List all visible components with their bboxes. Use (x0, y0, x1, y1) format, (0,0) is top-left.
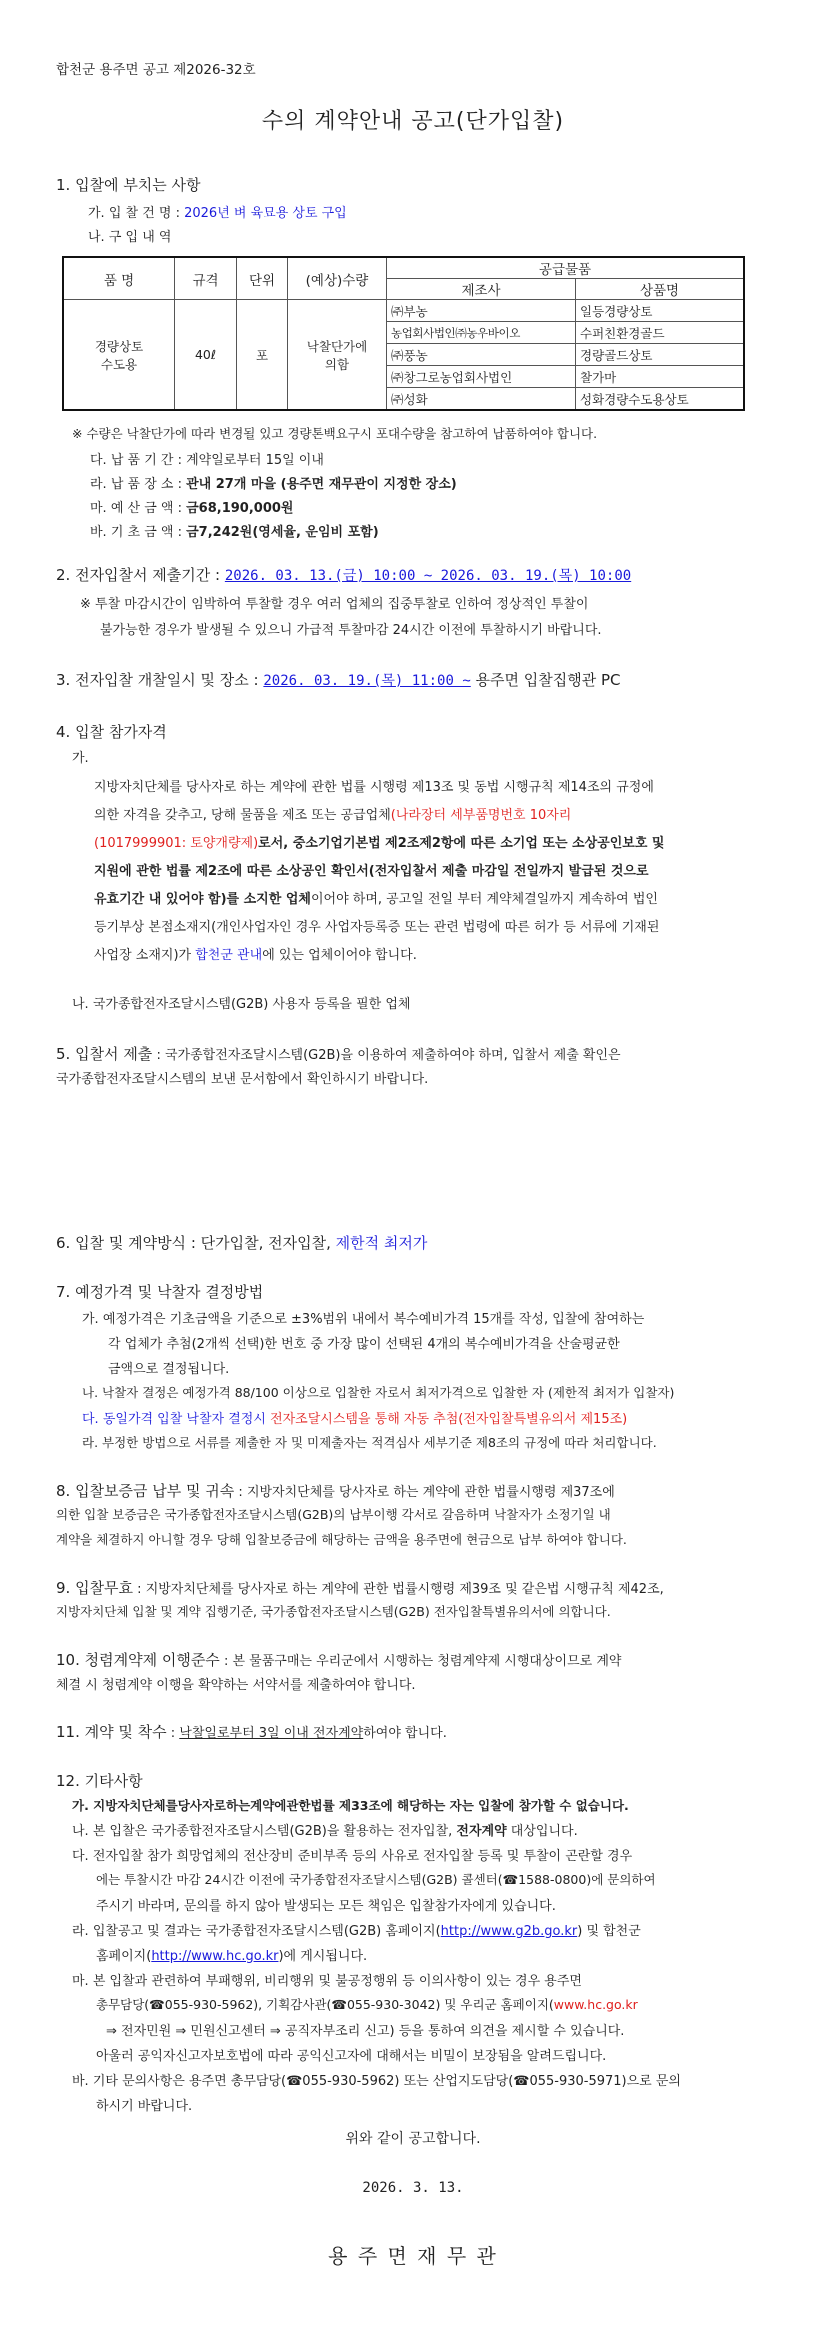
misc-ma-4: 아울러 공익자신고자보호법에 따라 공익신고자에 대해서는 비밀이 보장됨을 알려드립니다. (96, 2049, 607, 2064)
notice-date: 2026. 3. 13. (362, 2180, 464, 2196)
submission-note-1: ※ 투찰 마감시간이 임박하여 투찰할 경우 여러 업체의 집중투찰로 인하여 정상적인 투찰이 (80, 597, 589, 612)
section-5-line-1 (56, 1043, 621, 1064)
cell-name-line1: 경량상토 (94, 338, 144, 354)
cell-maker: 농업회사법인㈜농우바이오 (387, 322, 576, 344)
budget-value: 금68,190,000원 (186, 501, 294, 516)
cell-maker: ㈜창그로농업회사법인 (387, 366, 576, 388)
delivery-place-value: 관내 27개 마을 (용주면 재무관이 지정한 장소) (186, 477, 457, 492)
opening-place: 용주면 입찰집행관 PC (470, 671, 621, 689)
price-ga-3: 금액으로 결정됩니다. (108, 1362, 230, 1377)
misc-ma-2 (96, 1995, 638, 2013)
price-da-a: 다. 동일가격 입찰 낙찰자 결정시 (82, 1412, 271, 1427)
section-2-heading (56, 564, 631, 585)
cell-product: 일등경량상토 (576, 300, 745, 322)
misc-ba-1: 바. 기타 문의사항은 용주면 총무담당(☎055-930-5962) 또는 산업지도담당(☎055-930-5971)으로 문의 (72, 2074, 681, 2089)
section-10-heading: 10. 청렴계약제 이행준수 (56, 1651, 220, 1669)
cell-spec: 40ℓ (175, 300, 237, 411)
section-9-line-1 (56, 1577, 664, 1598)
price-na: 나. 낙찰자 결정은 예정가격 88/100 이상으로 입찰한 자로서 최저가격으로 입찰한 자 (제한적 최저가 입찰자) (82, 1385, 675, 1400)
item-name-label: 가. 입 찰 건 명 : (88, 206, 185, 221)
misc-ma-2a: 총무담당(☎055-930-5962), 기획감사관(☎055-930-3042) 및 우리군 홈페이지( (96, 1997, 554, 2012)
misc-na-b: 전자계약 (456, 1824, 507, 1839)
cell-maker: ㈜풍농 (387, 344, 576, 366)
misc-da-2: 에는 투찰시간 마감 24시간 이전에 국가종합전자조달시스템(G2B) 콜센터(☎1588-0800)에 문의하여 (96, 1872, 656, 1887)
misc-ra-1a: 라. 입찰공고 및 결과는 국가종합전자조달시스템(G2B) 홈페이지( (72, 1924, 441, 1939)
qualification-line-4: 지원에 관한 법률 제2조에 따른 소상공인 확인서(전자입찰서 제출 마감일 전일까지 발급된 것으로 (94, 864, 649, 879)
misc-ra-1b: ) 및 합천군 (577, 1924, 641, 1939)
section-3-sep: : (248, 671, 264, 689)
qualification-line-5 (94, 888, 658, 907)
section-2-label: 2. 전자입찰서 제출기간 (56, 566, 211, 584)
misc-ra-2b: )에 게시됩니다. (278, 1949, 368, 1964)
section-12-heading: 12. 기타사항 (56, 1772, 143, 1790)
quantity-note: ※ 수량은 낙찰단가에 따라 변경될 있고 경량톤백요구시 포대수량을 참고하여 납품하여야 합니다. (72, 426, 598, 441)
cell-qty (288, 300, 387, 411)
misc-ba-2: 하시기 바랍니다. (96, 2099, 193, 2114)
opening-datetime: 2026. 03. 19.(목) 11:00 ~ (263, 673, 471, 689)
section-4-heading: 4. 입찰 참가자격 (56, 723, 167, 741)
g2b-link[interactable]: http://www.g2b.go.kr (440, 1924, 578, 1939)
section-9-heading: 9. 입찰무효 (56, 1579, 134, 1597)
col-header-supply: 공급물품 (387, 257, 745, 279)
issuer: 용 주 면 재 무 관 (328, 2244, 498, 2268)
qualification-line-5b: 이어야 하며, 공고일 전일 부터 계약체결일까지 계속하여 법인 (310, 892, 658, 907)
section-8-text-2: 의한 입찰 보증금은 국가종합전자조달시스템(G2B)의 납부이행 각서로 갈음하며 낙찰자가 소정기일 내 (56, 1507, 611, 1522)
qualification-line-3b: 로서, 중소기업기본법 제2조제2항에 따른 소기업 또는 소상공인보호 및 (258, 836, 665, 851)
notice-number: 합천군 용주면 공고 제2026-32호 (56, 62, 256, 78)
delivery-place-label: 라. 납 품 장 소 : (90, 477, 187, 492)
misc-da-1: 다. 전자입찰 참가 희망업체의 전산장비 준비부족 등의 사유로 전자입찰 등록 및 투찰이 곤란할 경우 (72, 1849, 633, 1864)
hc-link[interactable]: http://www.hc.go.kr (151, 1949, 279, 1964)
section-9-text-1: : 지방자치단체를 당사자로 하는 계약에 관한 법률시행령 제39조 및 같은법 시행규칙 제42조, (133, 1582, 664, 1597)
misc-ra-2a: 홈페이지( (96, 1949, 152, 1964)
contract-deadline: 낙찰일로부터 3일 이내 전자계약 (179, 1726, 364, 1741)
item-name-line (88, 202, 347, 221)
qualification-na: 나. 국가종합전자조달시스템(G2B) 사용자 등록을 필한 업체 (72, 997, 411, 1012)
misc-ra-2 (96, 1945, 367, 1964)
qualification-line-7a: 사업장 소재지)가 (94, 948, 196, 963)
section-2-sep: : (210, 566, 225, 584)
base-amount-value: 금7,242원(영세율, 운임비 포함) (186, 525, 379, 540)
page-title: 수의 계약안내 공고(단가입찰) (261, 109, 565, 134)
qualification-line-1: 지방자치단체를 당사자로 하는 계약에 관한 법률 시행령 제13조 및 동법 시행규칙 제14조의 규정에 (94, 780, 654, 795)
purchase-details-label: 나. 구 입 내 역 (88, 230, 172, 245)
section-5-text-1: : 국가종합전자조달시스템(G2B)을 이용하여 제출하여야 하며, 입찰서 제출 확인은 (152, 1048, 621, 1063)
section-5-heading: 5. 입찰서 제출 (56, 1045, 153, 1063)
section-3-label: 3. 전자입찰 개찰일시 및 장소 (56, 671, 249, 689)
section-11-line (56, 1721, 447, 1742)
price-da (82, 1408, 627, 1427)
col-header-qty: (예상)수량 (288, 257, 387, 300)
col-header-maker: 제조사 (387, 279, 576, 300)
price-ra: 라. 부정한 방법으로 서류를 제출한 자 및 미제출자는 적격심사 세부기준 제8조의 규정에 따라 처리합니다. (82, 1435, 657, 1450)
qualification-line-7 (94, 944, 417, 963)
jurisdiction: 합천군 관내 (195, 948, 263, 963)
section-6-heading (56, 1232, 427, 1253)
qualification-line-3 (94, 832, 665, 851)
base-amount-label: 바. 기 초 금 액 : (90, 525, 187, 540)
cell-product: 수퍼친환경골드 (576, 322, 745, 344)
cell-product: 찰가마 (576, 366, 745, 388)
closing-statement: 위와 같이 공고합니다. (345, 2131, 481, 2147)
qualification-ga: 가. (72, 751, 89, 766)
item-name-value: 2026년 벼 육묘용 상토 구입 (184, 206, 347, 221)
goods-table (62, 256, 745, 411)
col-header-name: 품 명 (63, 257, 175, 300)
hc-site-link[interactable]: www.hc.go.kr (553, 1997, 638, 2012)
section-8-heading: 8. 입찰보증금 납부 및 귀속 (56, 1482, 235, 1500)
section-8-text-1: : 지방자치단체를 당사자로 하는 계약에 관한 법률시행령 제37조에 (234, 1485, 615, 1500)
cell-qty-line2: 의함 (324, 356, 350, 372)
submission-period: 2026. 03. 13.(금) 10:00 ~ 2026. 03. 19.(목) 10:00 (224, 568, 632, 584)
cell-maker: ㈜부농 (387, 300, 576, 322)
misc-na-c: 대상입니다. (506, 1824, 578, 1839)
misc-ra-1 (72, 1920, 641, 1939)
cell-product: 성화경량수도용상토 (576, 388, 745, 411)
cell-product: 경량골드상토 (576, 344, 745, 366)
misc-ma-1: 마. 본 입찰과 관련하여 부패행위, 비리행위 및 불공정행위 등 이의사항이 있는 경우 용주면 (72, 1974, 582, 1989)
price-ga-1: 가. 예정가격은 기초금액을 기준으로 ±3%범위 내에서 복수예비가격 15개를 작성, 입찰에 참여하는 (82, 1312, 645, 1327)
cell-unit: 포 (237, 300, 288, 411)
qualification-line-2 (94, 804, 571, 823)
qualification-line-5a: 유효기간 내 있어야 함)를 소지한 업체 (94, 892, 311, 907)
budget-label: 마. 예 산 금 액 : (90, 501, 187, 516)
section-5-text-2: 국가종합전자조달시스템의 보낸 문서함에서 확인하시기 바랍니다. (56, 1072, 429, 1087)
col-header-unit: 단위 (237, 257, 288, 300)
section-3-heading (56, 669, 621, 690)
misc-ga: 가. 지방자치단체를당사자로하는계약에관한법률 제33조에 해당하는 자는 입찰에 참가할 수 없습니다. (72, 1798, 629, 1813)
qualification-line-6: 등기부상 본점소재지(개인사업자인 경우 사업자등록증 또는 관련 법령에 따른 허가 등 서류에 기재된 (94, 920, 660, 935)
qualification-line-2b: (나라장터 세부품명번호 10자리 (390, 808, 572, 823)
contract-method-highlight: 제한적 최저가 (335, 1234, 428, 1252)
section-10-line-1 (56, 1649, 621, 1670)
submission-note-2: 불가능한 경우가 발생될 수 있으니 가급적 투찰마감 24시간 이전에 투찰하시기 바랍니다. (100, 623, 602, 638)
section-10-text-1: : 본 물품구매는 우리군에서 시행하는 청렴계약제 시행대상이므로 계약 (219, 1654, 622, 1669)
section-10-text-2: 체결 시 청렴계약 이행을 확약하는 서약서를 제출하여야 합니다. (56, 1678, 416, 1693)
cell-maker: ㈜성화 (387, 388, 576, 411)
section-11-heading: 11. 계약 및 착수 (56, 1723, 167, 1741)
delivery-place-line (90, 473, 457, 492)
section-8-text-3: 계약을 체결하지 아니할 경우 당해 입찰보증금에 해당하는 금액을 용주면에 현금으로 납부 하여야 합니다. (56, 1532, 627, 1547)
item-code: (1017999901: 토양개량제) (94, 836, 259, 851)
cell-name (63, 300, 175, 411)
price-da-b: 전자조달시스템을 통해 자동 추첨(전자입찰특별유의서 제15조) (270, 1412, 628, 1427)
cell-name-line2: 수도용 (100, 356, 138, 372)
misc-na-a: 나. 본 입찰은 국가종합전자조달시스템(G2B)을 활용하는 전자입찰, (72, 1824, 457, 1839)
cell-qty-line1: 낙찰단가에 (306, 338, 368, 354)
col-header-product: 상품명 (576, 279, 745, 300)
section-9-text-2: 지방자치단체 입찰 및 계약 집행기준, 국가종합전자조달시스템(G2B) 전자입찰특별유의서에 의합니다. (56, 1604, 611, 1619)
price-ga-2: 각 업체가 추첨(2개씩 선택)한 번호 중 가장 많이 선택된 4개의 복수예비가격을 산술평균한 (108, 1337, 620, 1352)
section-11-sep: : (166, 1726, 180, 1741)
section-8-line-1 (56, 1480, 615, 1501)
misc-ma-3: ⇒ 전자민원 ⇒ 민원신고센터 ⇒ 공직자부조리 신고) 등을 통하여 의견을 제시할 수 있습니다. (106, 2024, 625, 2039)
base-amount-line (90, 521, 379, 540)
contract-method: 6. 입찰 및 계약방식 : 단가입찰, 전자입찰, (56, 1234, 336, 1252)
qualification-line-7c: 에 있는 업체이어야 합니다. (262, 948, 417, 963)
budget-line (90, 497, 293, 516)
section-1-heading: 1. 입찰에 부치는 사항 (56, 176, 201, 194)
section-7-heading: 7. 예정가격 및 낙찰자 결정방법 (56, 1283, 264, 1301)
col-header-spec: 규격 (175, 257, 237, 300)
misc-na (72, 1820, 578, 1839)
qualification-line-2a: 의한 자격을 갖추고, 당해 물품을 제조 또는 공급업체 (94, 808, 391, 823)
misc-da-3: 주시기 바라며, 문의를 하지 않아 발생되는 모든 책임은 입찰참가자에게 있습니다. (96, 1899, 556, 1914)
section-11-tail: 하여야 합니다. (363, 1726, 447, 1741)
delivery-period: 다. 납 품 기 간 : 계약일로부터 15일 이내 (90, 453, 324, 468)
